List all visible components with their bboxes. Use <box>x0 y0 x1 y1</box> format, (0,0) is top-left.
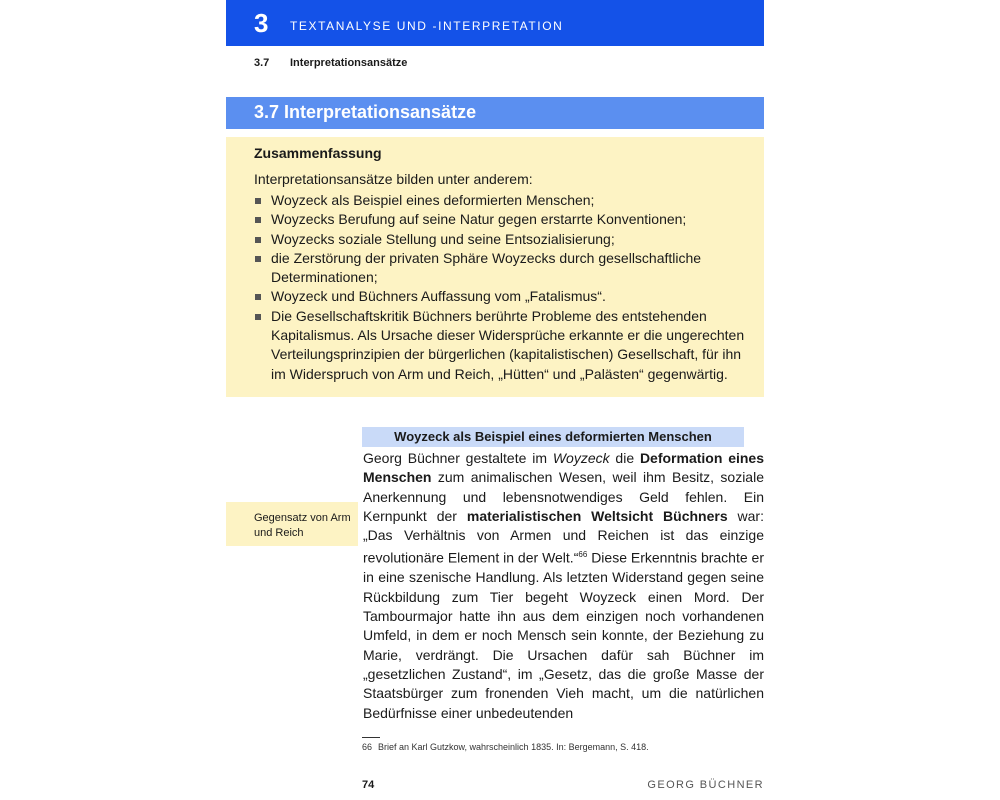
summary-list-item: Woyzeck und Büchners Auffassung vom „Fatalismus“. <box>254 287 759 306</box>
summary-list-item: Woyzecks soziale Stellung und seine Entsozialisierung; <box>254 230 759 249</box>
summary-list-item: Woyzecks Berufung auf seine Natur gegen erstarrte Konventionen; <box>254 210 759 229</box>
summary-box <box>226 137 764 397</box>
summary-list <box>254 191 759 384</box>
margin-note <box>226 502 358 546</box>
chapter-header-bar <box>226 0 764 46</box>
emphasis-term: materialistischen Weltsicht Büchners <box>466 507 728 524</box>
book-page <box>226 0 764 800</box>
summary-list-item: die Zerstörung der privaten Sphäre Woyzecks durch gesellschaftliche Determinationen; <box>254 249 759 288</box>
summary-intro: Interpretationsansätze bilden unter anderem: <box>254 171 533 187</box>
running-head-number: 3.7 <box>254 57 270 69</box>
summary-list-item: Woyzeck als Beispiel eines deformierten Menschen; <box>254 191 759 210</box>
body-text-segment: die <box>609 450 640 466</box>
footnote-text: Brief an Karl Gutzkow, wahrscheinlich 1835. In: Bergemann, S. 418. <box>378 742 649 752</box>
subheading-title: Woyzeck als Beispiel eines deformierten Menschen <box>394 429 712 444</box>
footnote-number: 66 <box>362 742 373 752</box>
section-title: 3.7 Interpretationsansätze <box>254 102 477 122</box>
footnote-reference[interactable]: 66 <box>578 550 588 560</box>
section-header-bar <box>226 97 764 129</box>
work-title: Woyzeck <box>552 450 610 466</box>
page-number: 74 <box>362 779 375 791</box>
emphasis-term: Deformation eines Menschen <box>363 450 765 486</box>
footnote-divider <box>362 737 380 738</box>
footnote <box>362 742 649 752</box>
body-paragraph <box>363 449 764 723</box>
summary-heading: Zusammenfassung <box>254 145 382 161</box>
footer-author: GEORG BÜCHNER <box>647 779 764 791</box>
subheading-bar <box>362 427 744 447</box>
chapter-number: 3 <box>254 8 269 38</box>
summary-list-item: Die Gesellschaftskritik Büchners berührte Probleme des entstehenden Kapitalismus. Als Ursache dieser Widersprüche erkannte er die ungerechten Verteilungsprinzipien der bürgerlichen (kapitalistischen) Gesellschaft, für ihn im Widerspruch von Arm und Reich, „Hütten“ und „Palästen“ gegenwärtig. <box>254 307 759 384</box>
body-text-segment: Diese Erkenntnis brachte er in eine szenische Handlung. Als letzten Widerstand gegen seine Rückbildung zum Tier begeht Woyzeck einen Mord. Der Tambourmajor hatte ihn aus dem einzigen noch vorhandenen Umfeld, in dem er noch Mensch sein konnte, der Beziehung zu Marie, verdrängt. Die Ursachen dafür sah Büchner im „gesetzlichen Zustand“, im „Gesetz, das die große Masse der Staatsbürger zum fronenden Vieh macht, um die natürlichen Bedürfnisse einer unbedeutenden <box>363 550 764 721</box>
margin-note-text: Gegensatz von Arm und Reich <box>254 512 351 539</box>
body-text-segment: Georg Büchner gestaltete im <box>363 450 553 466</box>
running-head <box>254 57 407 69</box>
running-head-title: Interpretationsansätze <box>290 57 408 69</box>
body-text-segment: war: „Das Verhältnis von Armen und Reichen ist das einzige revolutionäre Element in der Welt.“ <box>363 507 764 567</box>
body-text-segment: zum animalischen Wesen, weil ihm Besitz, soziale Anerkennung und lebensnotwendiges Geld fehlen. Ein Kernpunkt der <box>363 469 764 524</box>
chapter-title: TEXTANALYSE UND -INTERPRETATION <box>290 19 564 33</box>
